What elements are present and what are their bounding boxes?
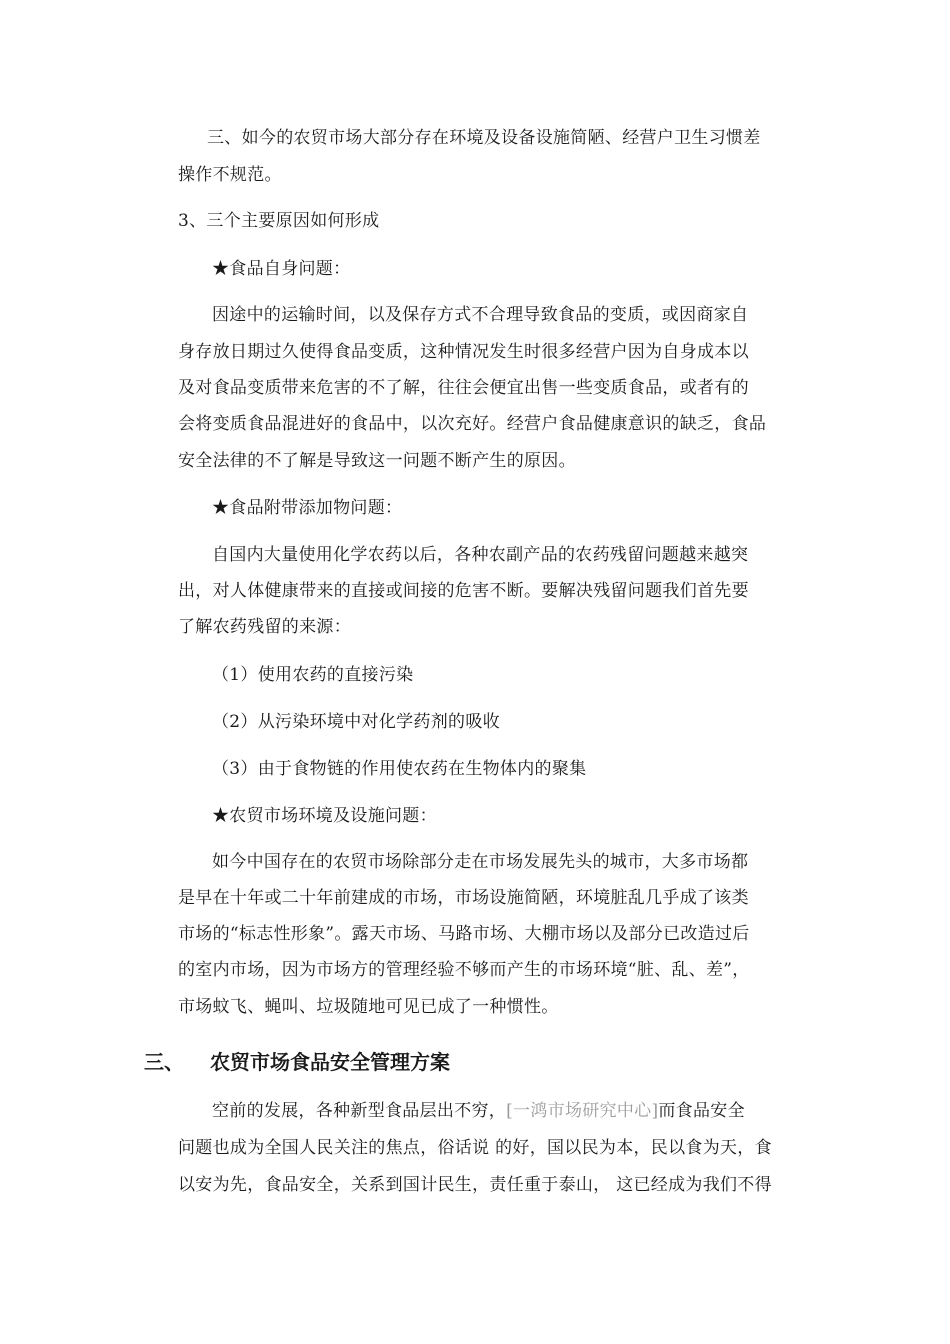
- section-title: 农贸市场食品安全管理方案: [210, 1050, 450, 1074]
- text-segment: 空前的发展，各种新型食品层出不穷，: [212, 1101, 507, 1121]
- section-number: 三、: [144, 1050, 184, 1074]
- food-self-heading: ★食品自身问题：: [212, 259, 351, 279]
- paragraph-line: 以安为先，食品安全，关系到国计民生，责任重于泰山， 这已经成为我们不得: [178, 1175, 772, 1195]
- paragraph-line: 市场蚊飞、蝇叫、垃圾随地可见已成了一种惯性。: [178, 997, 559, 1017]
- environment-heading: ★农贸市场环境及设施问题：: [212, 806, 437, 826]
- paragraph-line: 三、如今的农贸市场大部分存在环境及设备设施简陋、经营户卫生习惯差: [207, 128, 761, 148]
- paragraph-line: 及对食品变质带来危害的不了解，往往会便宜出售一些变质食品，或者有的: [178, 378, 749, 398]
- paragraph-line: 会将变质食品混进好的食品中，以次充好。经营户食品健康意识的缺乏，食品: [178, 414, 767, 434]
- text-segment: 而食品安全: [658, 1101, 745, 1121]
- paragraph-line: 市场的“标志性形象”。露天市场、马路市场、大棚市场以及部分已改造过后: [178, 924, 750, 944]
- paragraph-line: 是早在十年或二十年前建成的市场，市场设施简陋，环境脏乱几乎成了该类: [178, 888, 749, 908]
- watermark-text: [一鸿市场研究中心]: [506, 1101, 659, 1121]
- paragraph-line: 因途中的运输时间，以及保存方式不合理导致食品的变质，或因商家自: [212, 305, 749, 325]
- paragraph-line: 自国内大量使用化学农药以后，各种农副产品的农药残留问题越来越突: [212, 545, 749, 565]
- list-item: （1）使用农药的直接污染: [212, 665, 414, 685]
- paragraph-line: 问题也成为全国人民关注的焦点，俗话说 的好，国以民为本，民以食为天，食: [178, 1138, 772, 1158]
- subsection-title: 3、三个主要原因如何形成: [178, 211, 380, 231]
- paragraph-line: 操作不规范。: [178, 165, 282, 185]
- paragraph-line: 如今中国存在的农贸市场除部分走在市场发展先头的城市，大多市场都: [212, 852, 749, 872]
- list-item: （3）由于食物链的作用使农药在生物体内的聚集: [212, 759, 587, 779]
- paragraph-line: 安全法律的不了解是导致这一问题不断产生的原因。: [178, 451, 576, 471]
- paragraph-line: 了解农药残留的来源：: [178, 617, 351, 637]
- paragraph-line: 出，对人体健康带来的直接或间接的危害不断。要解决残留问题我们首先要: [178, 581, 749, 601]
- paragraph-line: 的室内市场，因为市场方的管理经验不够而产生的市场环境“脏、乱、差”，: [178, 960, 750, 980]
- section-heading: [144, 1050, 450, 1074]
- paragraph-line: 身存放日期过久使得食品变质，这种情况发生时很多经营户因为自身成本以: [178, 342, 749, 362]
- list-item: （2）从污染环境中对化学药剂的吸收: [212, 712, 500, 732]
- paragraph-line: [212, 1101, 745, 1121]
- additives-heading: ★食品附带添加物问题：: [212, 498, 403, 518]
